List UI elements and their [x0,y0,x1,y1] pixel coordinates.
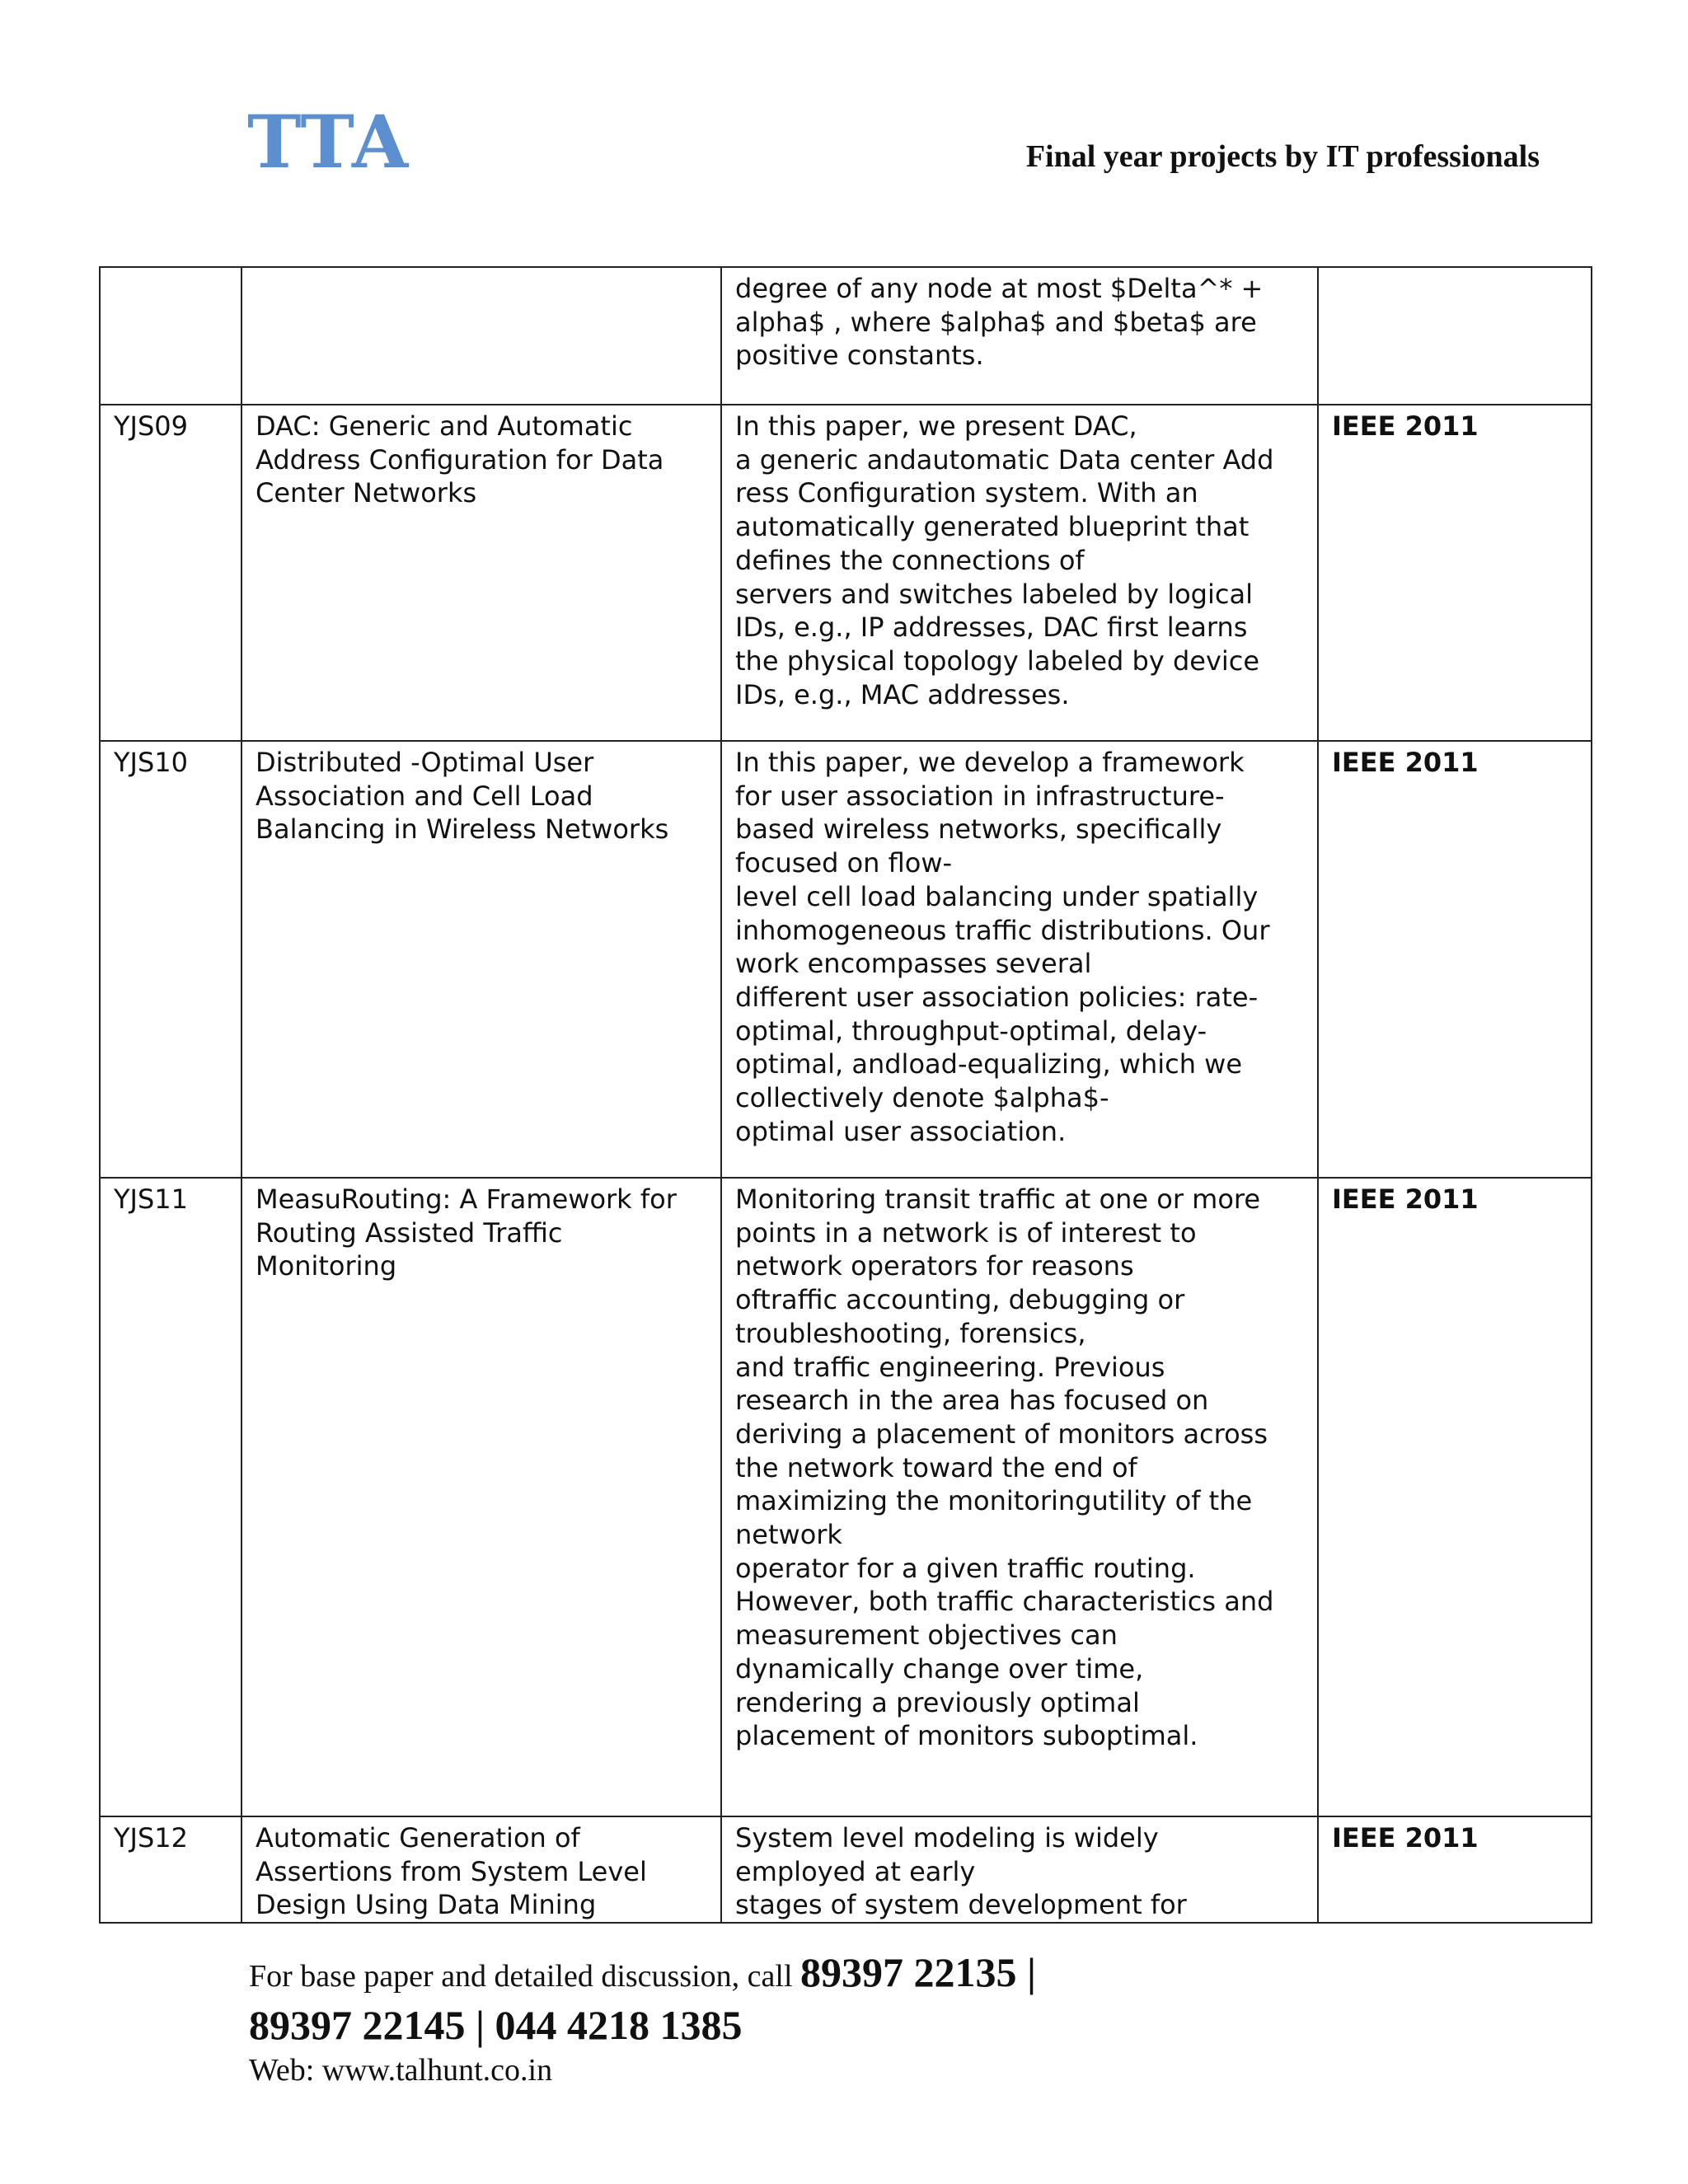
table-row [100,267,1592,405]
project-abstract: degree of any node at most $Delta^* + alpha$ , where $alpha$ and $beta$ are positive constants. [721,267,1318,405]
project-year: IEEE 2011 [1318,405,1592,741]
project-title: Automatic Generation of Assertions from System Level Design Using Data Mining [241,1816,721,1923]
project-year: IEEE 2011 [1318,1178,1592,1816]
table-row [100,405,1592,741]
footer-phone-numbers: 89397 22145 | 044 4218 1385 [249,2002,743,2048]
projects-table [99,266,1592,1924]
company-logo: TTA [247,99,410,185]
project-abstract: Monitoring transit traffic at one or more points in a network is of interest to network operators for reasons oftraffic accounting, debugging or troubleshooting, forensics, and traffic engineering. Previous research in the area has focused on deriving a placement of monitors across the network toward the end of maximizing the monitoringutility of the network operator for a given traffic routing. However, both traffic characteristics and measurement objectives can dynamically change over time, rendering a previously optimal placement of monitors suboptimal. [721,1178,1318,1816]
project-title: Distributed -Optimal User Association and Cell Load Balancing in Wireless Networks [241,741,721,1178]
header-tagline: Final year projects by IT professionals [1025,139,1540,174]
footer-phone-primary: 89397 22135 | [800,1949,1037,1995]
project-code: YJS10 [100,741,241,1178]
footer-website: Web: www.talhunt.co.in [249,2053,553,2088]
table-row [100,1816,1592,1923]
footer-call-text: For base paper and detailed discussion, call [249,1959,801,1994]
table-row [100,1178,1592,1816]
project-abstract: System level modeling is widely employed at early stages of system development for [721,1816,1318,1923]
project-code: YJS09 [100,405,241,741]
footer [249,1949,1036,2090]
project-abstract: In this paper, we present DAC, a generic andautomatic Data center Add ress Configuration system. With an automatically generated blueprint that defines the connections of servers and switches labeled by logical IDs, e.g., IP addresses, DAC first learns the physical topology labeled by device IDs, e.g., MAC addresses. [721,405,1318,741]
project-abstract: In this paper, we develop a framework for user association in infrastructure- based wireless networks, specifically focused on flow- level cell load balancing under spatially inhomogeneous traffic distributions. Our work encompasses several different user association policies: rate- optimal, throughput-optimal, delay- optimal, andload-equalizing, which we collectively denote $alpha$- optimal user association. [721,741,1318,1178]
project-year [1318,267,1592,405]
project-code [100,267,241,405]
project-title: DAC: Generic and Automatic Address Configuration for Data Center Networks [241,405,721,741]
project-title [241,267,721,405]
footer-call-line [249,1949,1036,1999]
project-year: IEEE 2011 [1318,1816,1592,1923]
project-title: MeasuRouting: A Framework for Routing Assisted Traffic Monitoring [241,1178,721,1816]
project-year: IEEE 2011 [1318,741,1592,1178]
table-row [100,741,1592,1178]
project-code: YJS11 [100,1178,241,1816]
project-code: YJS12 [100,1816,241,1923]
